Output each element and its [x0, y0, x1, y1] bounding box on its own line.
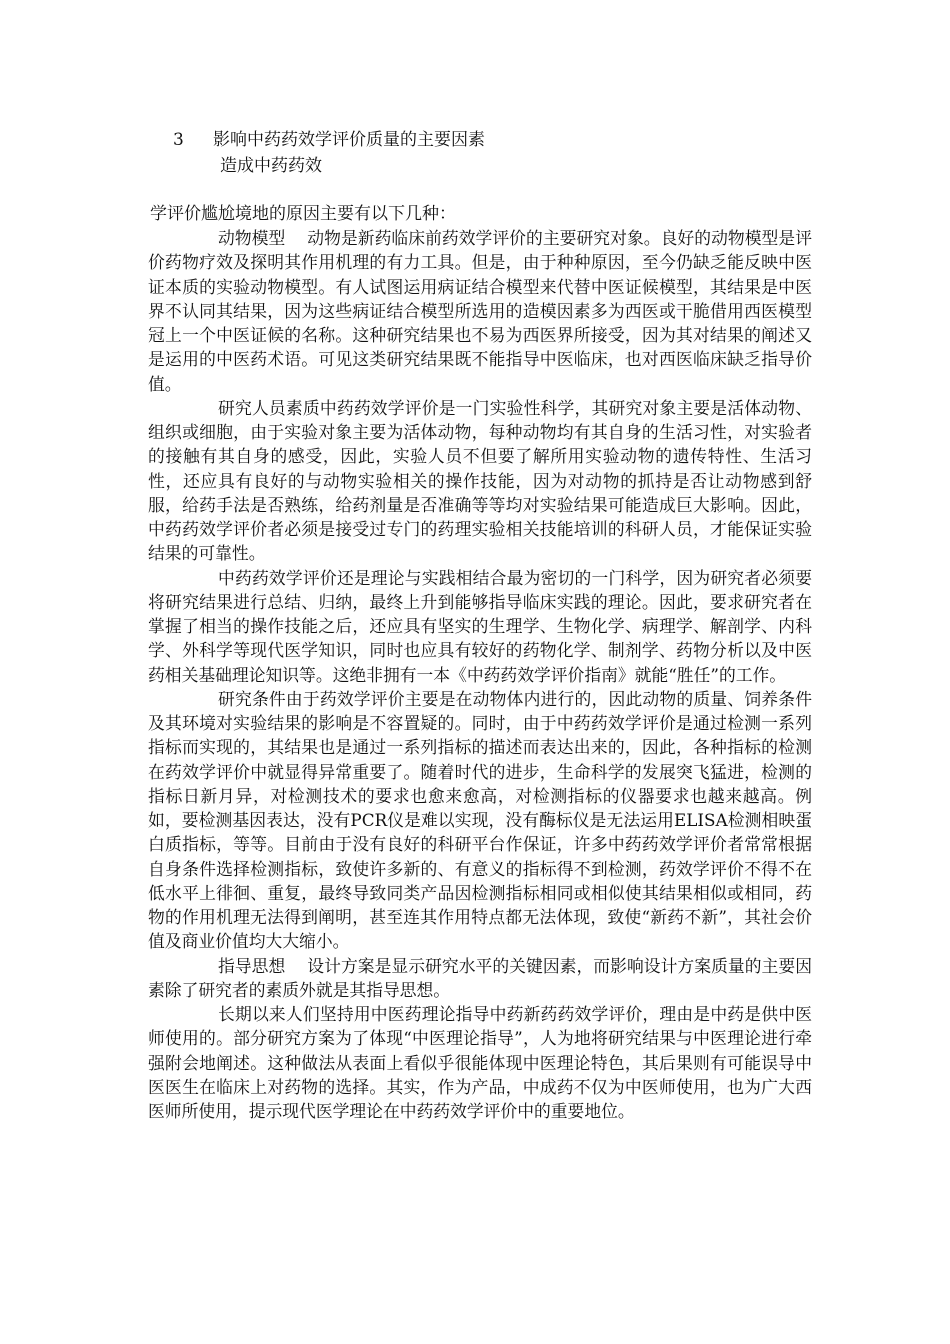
paragraph-guiding-thought — [148, 954, 812, 1003]
section-title: 影响中药药效学评价质量的主要因素 — [213, 130, 485, 150]
paragraph-text: 设计方案是显示研究水平的关键因素，而影响设计方案质量的主要因素除了研究者的素质外就是其指导思想。 — [148, 955, 812, 1000]
paragraph-term: 指导思想 — [218, 955, 286, 976]
paragraph-research-conditions — [148, 687, 812, 954]
section-number: 3 — [173, 130, 184, 150]
paragraph-text: 研究条件由于药效学评价主要是在动物体内进行的，因此动物的质量、饲养条件及其环境对实验结果的影响是不容置疑的。同时，由于中药药效学评价是通过检测一系列指标而实现的，其结果也是通过一系列指标的描述而表达出来的，因此，各种指标的检测在药效学评价中就显得异常重要了。随着时代的进步，生命科学的发展突飞猛进，检测的指标日新月异，对检测技术的要求也愈来愈高，对检测指标的仪器要求也越来越高。例如，要检测基因表达，没有PCR仪是难以实现，没有酶标仪是无法运用ELISA检测相映蛋白质指标，等等。目前由于没有良好的科研平台作保证，许多中药药效学评价者常常根据自身条件选择检测指标，致使许多新的、有意义的指标得不到检测，药效学评价不得不在低水平上徘徊、重复，最终导致同类产品因检测指标相同或相似使其结果相似或相同，药物的作用机理无法得到阐明，甚至连其作用特点都无法体现，致使“新药不新”，其社会价值及商业价值均大大缩小。 — [148, 688, 812, 952]
paragraph-term: 动物模型 — [218, 228, 286, 248]
paragraph-animal-model — [148, 226, 812, 396]
paragraph-text: 中药药效学评价还是理论与实践相结合最为密切的一门科学，因为研究者必须要将研究结果进行总结、归纳，最终上升到能够指导临床实践的理论。因此，要求研究者在掌握了相当的操作技能之后，还应具有坚实的生理学、生物化学、病理学、解剖学、内科学、外科学等现代医学知识，同时也应具有较好的药物化学、制剂学、药物分析以及中医药相关基础理论知识等。这绝非拥有一本《中药药效学评价指南》就能“胜任”的工作。 — [148, 567, 812, 685]
section-intro: 学评价尴尬境地的原因主要有以下几种： — [150, 204, 456, 224]
paragraph-theory-practice — [148, 566, 812, 687]
body-text — [148, 226, 812, 1123]
paragraph-long-term — [148, 1002, 812, 1123]
section-subtitle: 造成中药药效 — [220, 156, 322, 176]
paragraph-text: 动物是新药临床前药效学评价的主要研究对象。良好的动物模型是评价药物疗效及探明其作用机理的有力工具。但是，由于种种原因，至今仍缺乏能反映中医证本质的实验动物模型。有人试图运用病证结合模型来代替中医证候模型，其结果是中医界不认同其结果，因为这些病证结合模型所选用的造模因素多为西医或干脆借用西医模型冠上一个中医证候的名称。这种研究结果也不易为西医界所接受，因为其对结果的阐述又是运用的中医药术语。可见这类研究结果既不能指导中医临床，也对西医临床缺乏指导价值。 — [148, 228, 812, 394]
paragraph-researcher-quality — [148, 396, 812, 566]
paragraph-text: 长期以来人们坚持用中医药理论指导中药新药药效学评价，理由是中药是供中医师使用的。部分研究方案为了体现“中医理论指导”，人为地将研究结果与中医理论进行牵强附会地阐述。这种做法从表面上看似乎很能体现中医理论特色，其后果则有可能误导中医医生在临床上对药物的选择。其实，作为产品，中成药不仅为中医师使用，也为广大西医师所使用，提示现代医学理论在中药药效学评价中的重要地位。 — [148, 1004, 812, 1121]
section-heading — [173, 128, 485, 152]
paragraph-text: 研究人员素质中药药效学评价是一门实验性科学，其研究对象主要是活体动物、组织或细胞，由于实验对象主要为活体动物，每种动物均有其自身的生活习性，对实验者的接触有其自身的感受，因此，实验人员不但要了解所用实验动物的遗传特性、生活习性，还应具有良好的与动物实验相关的操作技能，因为对动物的抓持是否让动物感到舒服，给药手法是否熟练，给药剂量是否准确等等均对实验结果可能造成巨大影响。因此，中药药效学评价者必须是接受过专门的药理实验相关技能培训的科研人员，才能保证实验结果的可靠性。 — [148, 397, 812, 564]
